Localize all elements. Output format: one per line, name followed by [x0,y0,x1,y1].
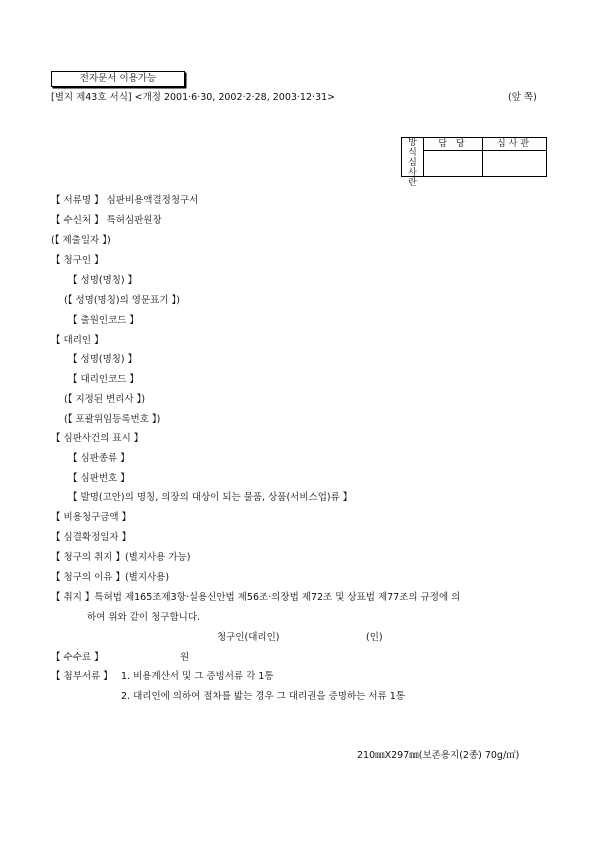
fee-unit: 원 [180,652,190,663]
intent-line-1: 【 취지 】특허법 제165조제3항·실용신안법 제56조·의장법 제72조 및 상표법 제77조의 규정에 의 [51,592,461,603]
claimant-name-en-field: (【 성명(명칭)의 영문표기 】) [64,295,180,306]
seal-mark: (인) [366,632,383,643]
fee-label: 【 수수료 】 [51,652,104,663]
case-display-section: 【 심판사건의 표시 】 [51,433,144,444]
trial-number-field: 【 심판번호 】 [68,473,130,484]
paper-spec-footer: 210㎜X297㎜(보존용지(2종) 70g/㎡) [357,750,520,761]
agent-section: 【 대리인 】 [51,335,104,346]
claim-purpose-field: 【 청구의 취지 】(별지사용 가능) [51,552,191,563]
intent-line-2: 하여 위와 같이 청구합니다. [87,612,201,623]
trial-type-field: 【 심판종류 】 [68,453,130,464]
power-of-attorney-no-field: (【 포괄위임등록번호 】) [64,414,161,425]
electronic-document-badge: 전자문서 이용가능 [51,71,185,87]
approval-col-examiner: 심사관 [483,138,546,176]
doc-name-field: 【 서류명 】 심판비용액결정청구서 [51,195,199,206]
attachments-label: 【 첨부서류 】 [51,671,113,682]
claimant-section: 【 청구인 】 [51,255,104,266]
claim-amount-field: 【 비용청구금액 】 [51,512,132,523]
invention-name-field: 【 발명(고안)의 명칭, 의장의 대상이 되는 물품, 상품(서비스업)류 】 [68,492,353,503]
recipient-field: 【 수신처 】 특허심판원장 [51,215,162,226]
agent-name-field: 【 성명(명칭) 】 [68,354,138,365]
claimant-code-field: 【 출원인코드 】 [68,315,139,326]
attachment-item-2: 2. 대리인에 의하여 절차를 밟는 경우 그 대리권을 증명하는 서류 1통 [121,691,405,702]
approval-col-staff: 담 당 [424,138,483,176]
signature-label: 청구인(대리인) [217,632,280,643]
decision-date-field: 【 심결확정일자 】 [51,532,132,543]
approval-side-label: 방 식 심 사 란 [402,138,424,176]
claimant-name-field: 【 성명(명칭) 】 [68,275,138,286]
approval-box [401,137,547,188]
submit-date-field: (【 제출일자 】) [51,235,111,246]
agent-code-field: 【 대리인코드 】 [68,374,139,385]
attachment-item-1: 1. 비용계산서 및 그 증빙서류 각 1통 [121,671,274,682]
claim-reason-field: 【 청구의 이유 】(별지사용) [51,572,170,583]
page-side-label: (앞 쪽) [508,92,537,103]
designated-attorney-field: (【 지정된 변리사 】) [64,394,146,405]
form-number-line: [별지 제43호 서식] <개정 2001·6·30, 2002·2·28, 2003·12·31> [51,92,336,103]
